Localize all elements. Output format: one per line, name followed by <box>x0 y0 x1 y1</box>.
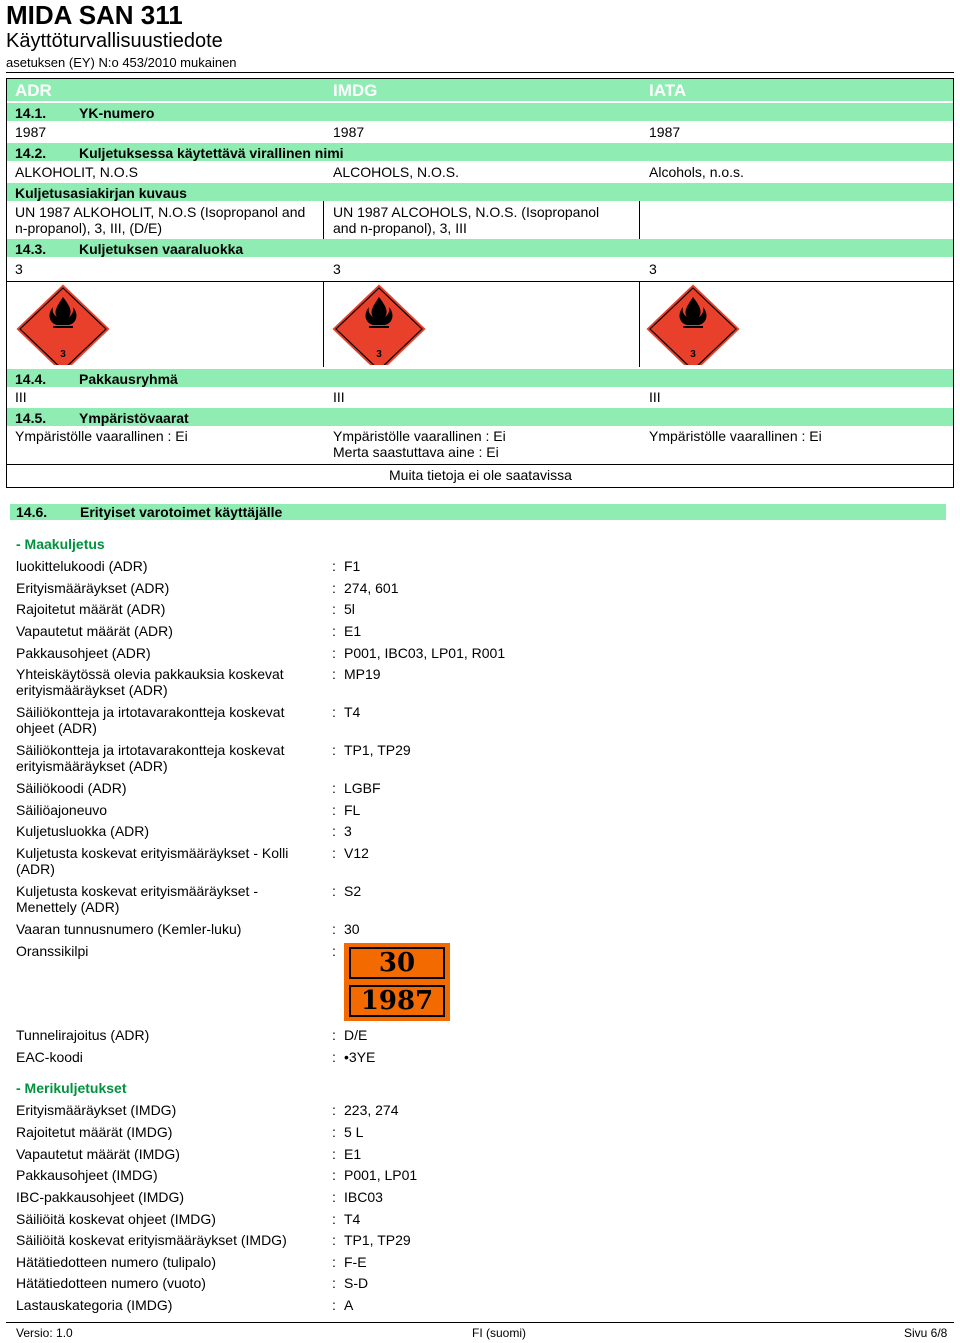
orange-plate <box>344 943 450 1021</box>
packing-group-iata: III <box>649 389 661 405</box>
doc-desc-title: Kuljetusasiakirjan kuvaus <box>15 185 187 201</box>
column-header-adr: ADR <box>15 81 52 100</box>
hazard-class-iata: 3 <box>649 261 657 277</box>
separator-colon: : <box>332 1102 336 1118</box>
section-14-1-number: 14.1. <box>15 105 47 121</box>
road-row-label: Tunnelirajoitus (ADR) <box>16 1027 150 1043</box>
separator-colon: : <box>332 1211 336 1227</box>
doc-desc-adr-line2: n-propanol), 3, III, (D/E) <box>15 220 163 236</box>
road-row-label: Säiliökontteja ja irtotavarakontteja koskevat erityismääräykset (ADR) <box>16 742 285 774</box>
sea-row-value: 223, 274 <box>344 1102 399 1118</box>
section-14-5-number: 14.5. <box>15 410 47 426</box>
separator-colon: : <box>332 883 336 899</box>
product-name: MIDA SAN 311 <box>6 0 183 30</box>
road-row-value: F1 <box>344 558 361 574</box>
sea-row-value: S-D <box>344 1275 369 1291</box>
env-hazard-iata: Ympäristölle vaarallinen : Ei <box>649 428 822 444</box>
sea-row-value: T4 <box>344 1211 361 1227</box>
sea-row-label: Rajoitetut määrät (IMDG) <box>16 1124 173 1140</box>
packing-group-imdg: III <box>333 389 345 405</box>
sea-row-value: IBC03 <box>344 1189 383 1205</box>
road-row-label: Oranssikilpi <box>16 943 89 959</box>
road-row-label: Säiliöajoneuvo <box>16 802 108 818</box>
shipping-name-adr: ALKOHOLIT, N.O.S <box>15 164 138 180</box>
sea-row-label: Hätätiedotteen numero (tulipalo) <box>16 1254 217 1270</box>
sea-row-label: Erityismääräykset (IMDG) <box>16 1102 177 1118</box>
separator-colon: : <box>332 1254 336 1270</box>
cell-divider <box>323 201 324 239</box>
separator-colon: : <box>332 601 336 617</box>
sea-row-value: E1 <box>344 1146 362 1162</box>
road-row-value: V12 <box>344 845 369 861</box>
road-row-value: S2 <box>344 883 362 899</box>
section-14-3-title: Kuljetuksen vaaraluokka <box>79 241 244 257</box>
road-row-value: 5l <box>344 601 355 617</box>
separator-colon: : <box>332 1275 336 1291</box>
separator-colon: : <box>332 666 336 682</box>
document-title: Käyttöturvallisuustiedote <box>6 30 223 52</box>
road-row-value: D/E <box>344 1027 368 1043</box>
transport-table <box>6 78 954 488</box>
footer-divider <box>6 1322 954 1323</box>
road-row-label: Vaaran tunnusnumero (Kemler-luku) <box>16 921 242 937</box>
doc-desc-imdg-line1: UN 1987 ALCOHOLS, N.O.S. (Isopropanol <box>333 204 600 220</box>
separator-colon: : <box>332 943 336 959</box>
section-14-6-band <box>10 504 946 520</box>
env-hazard-adr: Ympäristölle vaarallinen : Ei <box>15 428 188 444</box>
section-14-4-number: 14.4. <box>15 371 47 387</box>
section-14-4-title: Pakkausryhmä <box>79 371 178 387</box>
separator-colon: : <box>332 580 336 596</box>
cell-divider <box>639 281 640 367</box>
shipping-name-iata: Alcohols, n.o.s. <box>649 164 744 180</box>
sea-row-label: Säiliöitä koskevat erityismääräykset (IMDG) <box>16 1232 287 1248</box>
un-number-iata: 1987 <box>649 124 681 140</box>
separator-colon: : <box>332 623 336 639</box>
sea-row-value: F-E <box>344 1254 367 1270</box>
road-row-value: FL <box>344 802 361 818</box>
hazard-class-adr: 3 <box>15 261 23 277</box>
packing-group-adr: III <box>15 389 27 405</box>
flammable-liquid-label-iata <box>643 283 743 365</box>
sea-row-label: Lastauskategoria (IMDG) <box>16 1297 173 1313</box>
section-14-6-title: Erityiset varotoimet käyttäjälle <box>80 504 283 520</box>
separator-colon: : <box>332 1167 336 1183</box>
road-row-value: T4 <box>344 704 361 720</box>
sea-row-label: IBC-pakkausohjeet (IMDG) <box>16 1189 185 1205</box>
road-row-value: •3YE <box>344 1049 376 1065</box>
plate-un-number: 1987 <box>349 985 445 1017</box>
separator-colon: : <box>332 1189 336 1205</box>
section-14-1-title: YK-numero <box>79 105 155 121</box>
section-14-5-title: Ympäristövaarat <box>79 410 189 426</box>
sea-row-label: Hätätiedotteen numero (vuoto) <box>16 1275 206 1291</box>
road-row-label: Yhteiskäytössä olevia pakkauksia koskevat erityismääräykset (ADR) <box>16 666 284 698</box>
sea-row-value: 5 L <box>344 1124 364 1140</box>
sea-row-value: A <box>344 1297 354 1313</box>
row-divider <box>7 281 953 282</box>
road-row-value: 30 <box>344 921 360 937</box>
separator-colon: : <box>332 1297 336 1313</box>
column-header-band <box>7 79 953 101</box>
svg-text:3: 3 <box>690 349 696 360</box>
column-header-iata: IATA <box>649 81 687 100</box>
separator-colon: : <box>332 1027 336 1043</box>
road-row-label: Säiliökoodi (ADR) <box>16 780 127 796</box>
road-row-label: Rajoitetut määrät (ADR) <box>16 601 166 617</box>
road-row-label: Pakkausohjeet (ADR) <box>16 645 151 661</box>
sea-row-value: TP1, TP29 <box>344 1232 411 1248</box>
no-further-info-note: Muita tietoja ei ole saatavissa <box>389 467 572 483</box>
section-14-6-number: 14.6. <box>16 504 48 520</box>
cell-divider <box>639 201 640 239</box>
sea-row-label: Pakkausohjeet (IMDG) <box>16 1167 158 1183</box>
flammable-liquid-label-imdg <box>329 283 429 365</box>
sea-row-value: P001, LP01 <box>344 1167 418 1183</box>
separator-colon: : <box>332 1232 336 1248</box>
separator-colon: : <box>332 742 336 758</box>
road-row-value: TP1, TP29 <box>344 742 411 758</box>
regulation-note: asetuksen (EY) N:o 453/2010 mukainen <box>6 55 237 70</box>
separator-colon: : <box>332 802 336 818</box>
road-row-value: MP19 <box>344 666 381 682</box>
separator-colon: : <box>332 780 336 796</box>
env-hazard-imdg: Ympäristölle vaarallinen : Ei <box>333 428 506 444</box>
marine-pollutant-imdg: Merta saastuttava aine : Ei <box>333 444 499 460</box>
svg-text:3: 3 <box>376 349 382 360</box>
road-row-value: LGBF <box>344 780 381 796</box>
doc-desc-adr-line1: UN 1987 ALKOHOLIT, N.O.S (Isopropanol and <box>15 204 306 220</box>
separator-colon: : <box>332 1146 336 1162</box>
shipping-name-imdg: ALCOHOLS, N.O.S. <box>333 164 460 180</box>
row-divider <box>7 464 953 465</box>
sea-row-label: Säiliöitä koskevat ohjeet (IMDG) <box>16 1211 216 1227</box>
separator-colon: : <box>332 645 336 661</box>
flammable-liquid-label-adr <box>13 283 113 365</box>
road-row-label: luokittelukoodi (ADR) <box>16 558 148 574</box>
separator-colon: : <box>332 845 336 861</box>
road-row-value: 3 <box>344 823 352 839</box>
road-row-value: 274, 601 <box>344 580 399 596</box>
road-row-label: Kuljetusta koskevat erityismääräykset - Menettely (ADR) <box>16 883 258 915</box>
footer-page: Sivu 6/8 <box>904 1326 948 1340</box>
separator-colon: : <box>332 921 336 937</box>
separator-colon: : <box>332 823 336 839</box>
road-row-label: Vapautetut määrät (ADR) <box>16 623 173 639</box>
sea-row-label: Vapautetut määrät (IMDG) <box>16 1146 180 1162</box>
separator-colon: : <box>332 704 336 720</box>
un-number-imdg: 1987 <box>333 124 365 140</box>
road-row-label: EAC-koodi <box>16 1049 83 1065</box>
separator-colon: : <box>332 1049 336 1065</box>
road-row-label: Kuljetusluokka (ADR) <box>16 823 150 839</box>
cell-divider <box>323 281 324 367</box>
sea-transport-heading: - Merikuljetukset <box>16 1080 127 1096</box>
svg-text:3: 3 <box>60 349 66 360</box>
road-row-value: P001, IBC03, LP01, R001 <box>344 645 506 661</box>
plate-hazard-id: 30 <box>349 947 445 979</box>
footer-version: Versio: 1.0 <box>16 1326 73 1340</box>
separator-colon: : <box>332 558 336 574</box>
road-row-label: Säiliökontteja ja irtotavarakontteja koskevat ohjeet (ADR) <box>16 704 285 736</box>
un-number-adr: 1987 <box>15 124 47 140</box>
footer-language: FI (suomi) <box>472 1326 526 1340</box>
doc-desc-imdg-line2: and n-propanol), 3, III <box>333 220 467 236</box>
separator-colon: : <box>332 1124 336 1140</box>
section-14-3-number: 14.3. <box>15 241 47 257</box>
section-14-2-number: 14.2. <box>15 145 47 161</box>
section-14-2-title: Kuljetuksessa käytettävä virallinen nimi <box>79 145 344 161</box>
road-row-label: Erityismääräykset (ADR) <box>16 580 170 596</box>
road-transport-heading: - Maakuljetus <box>16 536 105 552</box>
column-header-imdg: IMDG <box>333 81 378 100</box>
road-row-value: E1 <box>344 623 362 639</box>
hazard-class-imdg: 3 <box>333 261 341 277</box>
header-divider <box>6 72 954 73</box>
road-row-label: Kuljetusta koskevat erityismääräykset - Kolli (ADR) <box>16 845 289 877</box>
